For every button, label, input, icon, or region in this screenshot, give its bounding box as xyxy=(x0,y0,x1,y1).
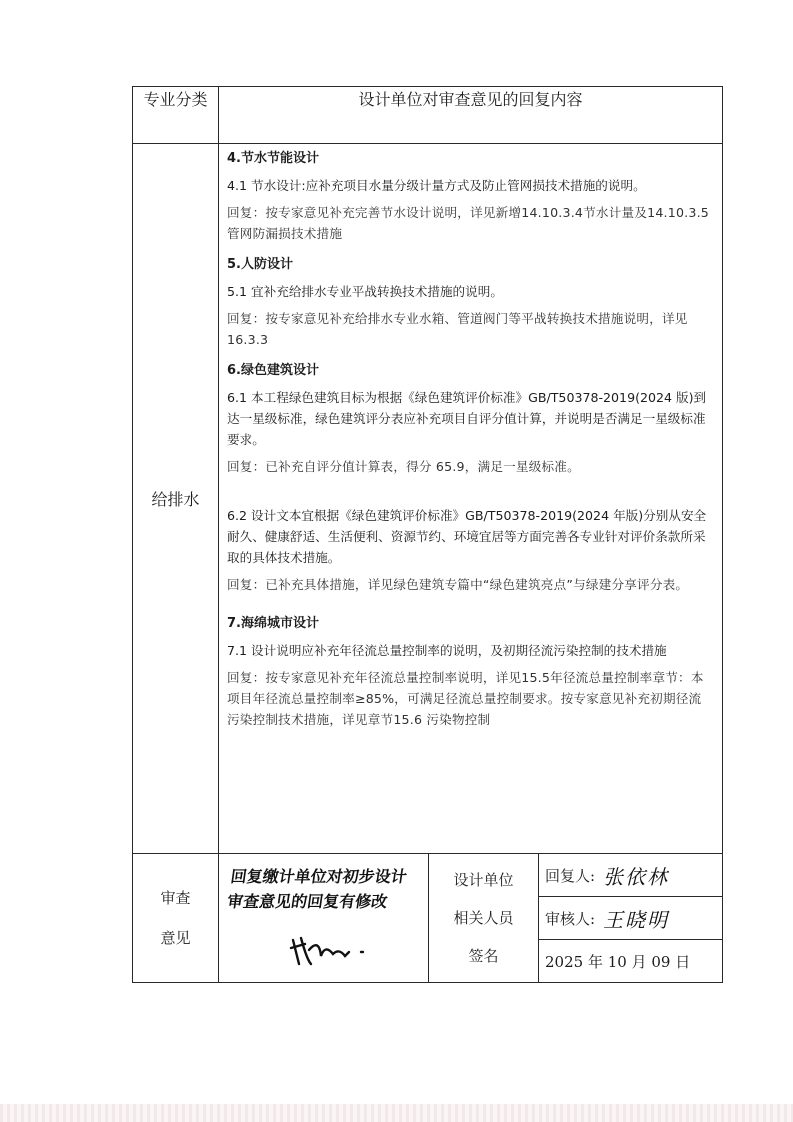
reviewer-label: 审核人: xyxy=(545,909,596,928)
review-opinion-label: 审查 意见 xyxy=(133,854,219,983)
review-item: 6.2 设计文本宜根据《绿色建筑评价标准》GB/T50378-2019(2024 年版)分别从安全耐久、健康舒适、生活便利、资源节约、环境宜居等方面完善各专业针对评价条款所采取的具体技术措施。 xyxy=(227,508,707,565)
signature-cell xyxy=(539,854,723,983)
section-title: 5.人防设计 xyxy=(227,257,293,272)
replier-signature: 张依林 xyxy=(603,864,670,889)
design-unit-signature-label: 设计单位 相关人员 签名 xyxy=(429,854,539,983)
reply-text: 回复：按专家意见补充完善节水设计说明，详见新增14.10.3.4节水计量及14.10.3.5 管网防漏损技术措施 xyxy=(227,205,709,241)
reply-text: 回复：已补充具体措施，详见绿色建筑专篇中“绿色建筑亮点”与绿建分享评分表。 xyxy=(227,577,689,592)
replier-line xyxy=(539,854,722,897)
header-content: 设计单位对审查意见的回复内容 xyxy=(219,87,723,144)
table-header-row xyxy=(133,87,723,144)
page-bottom-edge xyxy=(0,1104,793,1122)
reply-content xyxy=(219,144,722,730)
content-row xyxy=(133,144,723,854)
category-cell: 给排水 xyxy=(133,144,219,854)
review-item: 7.1 设计说明应补充年径流总量控制率的说明，及初期径流污染控制的技术措施 xyxy=(227,643,667,658)
reviewer-signature-scribble xyxy=(289,930,369,970)
section-title: 6.绿色建筑设计 xyxy=(227,363,319,378)
review-opinion-cell xyxy=(219,854,429,983)
review-reply-table xyxy=(132,86,723,983)
review-item: 4.1 节水设计:应补充项目水量分级计量方式及防止管网损技术措施的说明。 xyxy=(227,178,646,193)
handwritten-opinion: 回复缴计单位对初步设计审查意见的回复有修改 xyxy=(225,867,409,911)
reply-text: 回复：已补充自评分值计算表，得分 65.9，满足一星级标准。 xyxy=(227,459,580,474)
reply-text: 回复：按专家意见补充给排水专业水箱、管道阀门等平战转换技术措施说明，详见16.3.3 xyxy=(227,311,688,347)
review-item: 5.1 宜补充给排水专业平战转换技术措施的说明。 xyxy=(227,284,503,299)
section-title: 7.海绵城市设计 xyxy=(227,616,319,631)
reviewer-signature: 王晓明 xyxy=(603,907,670,932)
section-title: 4.节水节能设计 xyxy=(227,151,319,166)
date-line xyxy=(539,940,722,982)
reply-text: 回复：按专家意见补充年径流总量控制率说明，详见15.5年径流总量控制率章节：本项目年径流总量控制率≥85%，可满足径流总量控制要求。按专家意见补充初期径流污染控制技术措施，详见章节15.6 污染物控制 xyxy=(227,670,704,727)
sign-date: 2025 年 10 月 09 日 xyxy=(545,952,691,971)
review-item: 6.1 本工程绿色建筑目标为根据《绿色建筑评价标准》GB/T50378-2019(2024 版)到达一星级标准，绿色建筑评分表应补充项目自评分值计算，并说明是否满足一星级标准要求。 xyxy=(227,390,707,447)
replier-label: 回复人: xyxy=(545,866,596,885)
reviewer-line xyxy=(539,897,722,940)
review-opinion-row xyxy=(133,854,723,983)
reply-content-cell xyxy=(219,144,723,854)
header-category: 专业分类 xyxy=(133,87,219,144)
